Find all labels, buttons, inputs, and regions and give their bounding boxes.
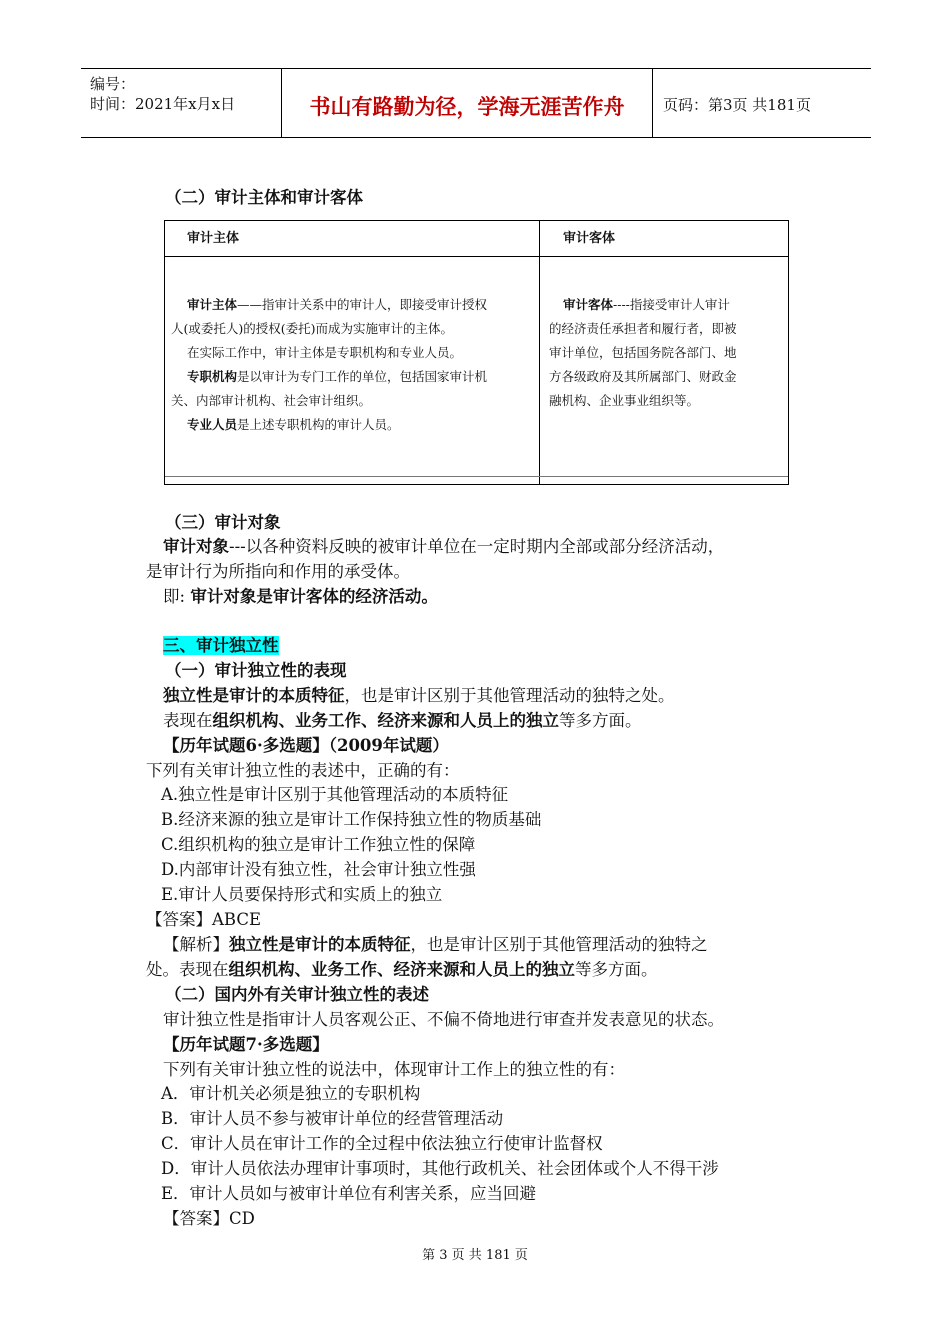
table-cell-line [171, 293, 537, 317]
independence-paragraph2 [163, 709, 642, 733]
table-divider-bottom [165, 476, 788, 477]
table-cell-text: 关、内部审计机构、社会审计组织。 [171, 393, 372, 408]
sub-heading-statements: （二）国内外有关审计独立性的表述 [165, 985, 429, 1004]
table-cell-line [171, 341, 537, 365]
option-item: C.组织机构的独立是审计工作独立性的保障 [161, 835, 476, 854]
analysis-line2-rest: 等多方面。 [575, 960, 658, 979]
analysis-line2-prefix: 处。表现在 [146, 960, 229, 979]
object-paragraph-line2: 是审计行为所指向和作用的承受体。 [146, 562, 410, 581]
table-cell-line [549, 341, 785, 365]
object-summary-bold: 审计对象是审计客体的经济活动。 [190, 587, 438, 606]
option-item: B．审计人员不参与被审计单位的经营管理活动 [161, 1109, 504, 1128]
table-header-object: 审计客体 [563, 231, 616, 246]
header-number-label: 编号： [90, 75, 136, 93]
question6-answer: 【答案】ABCE [146, 910, 262, 929]
subject-object-table [164, 220, 789, 485]
analysis-rest1: ，也是审计区别于其他管理活动的独特之 [410, 935, 708, 954]
object-summary-prefix: 即: [163, 587, 191, 606]
table-cell-text: 在实际工作中，审计主体是专职机构和专业人员。 [187, 345, 463, 360]
object-paragraph-line1 [163, 535, 724, 559]
option-item: D．审计人员依法办理审计事项时，其他行政机关、社会团体或个人不得干涉 [161, 1159, 719, 1178]
question6-analysis-line2 [146, 958, 658, 982]
independence-essence: 独立性是审计的本质特征 [163, 686, 345, 705]
section-heading-independence [163, 634, 279, 658]
header-left-cell [81, 69, 282, 137]
question6-title: 【历年试题6·多选题】（2009年试题） [163, 736, 449, 755]
option-item: A．审计机关必须是独立的专职机构 [161, 1084, 421, 1103]
table-cell-text: ——指审计关系中的审计人，即接受审计授权 [237, 297, 488, 312]
independence-aspects: 组织机构、业务工作、经济来源和人员上的独立 [212, 711, 559, 730]
table-cell-line [171, 317, 537, 341]
section-heading-subject-object: （二）审计主体和审计客体 [165, 188, 363, 207]
table-divider-horizontal [165, 256, 788, 257]
question7-answer: 【答案】CD [163, 1209, 255, 1228]
analysis-bold1: 独立性是审计的本质特征 [229, 935, 411, 954]
independence-paragraph2-rest: 等多方面。 [559, 711, 642, 730]
sub-heading-manifestation: （一）审计独立性的表现 [165, 661, 347, 680]
header-page-info: 页码：第3页 共181页 [663, 96, 811, 114]
section-heading-object: （三）审计对象 [165, 513, 281, 532]
independence-paragraph2-prefix: 表现在 [163, 711, 213, 730]
table-cell-text: 方各级政府及其所属部门、财政金 [549, 369, 737, 384]
analysis-bold2: 组织机构、业务工作、经济来源和人员上的独立 [228, 960, 575, 979]
table-cell-term: 专职机构 [187, 369, 238, 384]
option-item: A.独立性是审计区别于其他管理活动的本质特征 [161, 785, 509, 804]
table-cell-text: 审计单位，包括国务院各部门、地 [549, 345, 737, 360]
table-cell-line [549, 389, 785, 413]
independence-paragraph1-rest: ，也是审计区别于其他管理活动的独特之处。 [344, 686, 675, 705]
table-cell-text: 融机构、企业事业组织等。 [549, 393, 700, 408]
table-cell-line [549, 317, 785, 341]
table-cell-term: 审计客体 [563, 297, 614, 312]
question7-stem: 下列有关审计独立性的说法中，体现审计工作上的独立性的有： [163, 1060, 625, 1079]
header-center-cell [282, 69, 653, 137]
table-cell-text: ----指接受审计人审计 [613, 297, 730, 312]
independence-paragraph1 [163, 684, 675, 708]
page-footer: 第 3 页 共 181 页 [422, 1248, 528, 1263]
table-cell-line [171, 413, 537, 437]
option-item: C．审计人员在审计工作的全过程中依法独立行使审计监督权 [161, 1134, 603, 1153]
table-cell-text: 是上述专职机构的审计人员。 [237, 417, 400, 432]
table-cell-text: 的经济责任承担者和履行者，即被 [549, 321, 737, 336]
table-cell-line [549, 365, 785, 389]
table-header-subject: 审计主体 [187, 231, 240, 246]
header-motto: 书山有路勤为径，学海无涯苦作舟 [309, 94, 625, 119]
object-summary [163, 585, 438, 609]
option-item: D.内部审计没有独立性，社会审计独立性强 [161, 860, 476, 879]
table-cell-line [549, 293, 785, 317]
option-item: E.审计人员要保持形式和实质上的独立 [161, 885, 443, 904]
table-divider-vertical [539, 221, 540, 484]
table-cell-line [171, 365, 537, 389]
table-cell-term: 专业人员 [187, 417, 238, 432]
table-cell-subject [171, 293, 537, 437]
page-header [81, 68, 871, 138]
option-item: E．审计人员如与被审计单位有利害关系，应当回避 [161, 1184, 537, 1203]
highlighted-heading: 三、审计独立性 [163, 636, 279, 655]
table-cell-text: 人(或委托人)的授权(委托)而成为实施审计的主体。 [171, 321, 454, 336]
option-item: B.经济来源的独立是审计工作保持独立性的物质基础 [161, 810, 542, 829]
statements-paragraph: 审计独立性是指审计人员客观公正、不偏不倚地进行审查并发表意见的状态。 [163, 1010, 724, 1029]
object-term: 审计对象 [163, 537, 229, 556]
header-right-cell [653, 69, 871, 137]
question6-stem: 下列有关审计独立性的表述中，正确的有： [146, 761, 460, 780]
header-date: 时间：2021年x月x日 [90, 95, 236, 113]
object-definition: ---以各种资料反映的被审计单位在一定时期内全部或部分经济活动， [229, 537, 725, 556]
question6-analysis-line1 [163, 933, 708, 957]
table-cell-text: 是以审计为专门工作的单位，包括国家审计机 [237, 369, 488, 384]
table-cell-object [549, 293, 785, 413]
analysis-label: 【解析】 [163, 935, 229, 954]
table-cell-term: 审计主体 [187, 297, 238, 312]
table-cell-line [171, 389, 537, 413]
question7-title: 【历年试题7·多选题】 [163, 1035, 329, 1054]
